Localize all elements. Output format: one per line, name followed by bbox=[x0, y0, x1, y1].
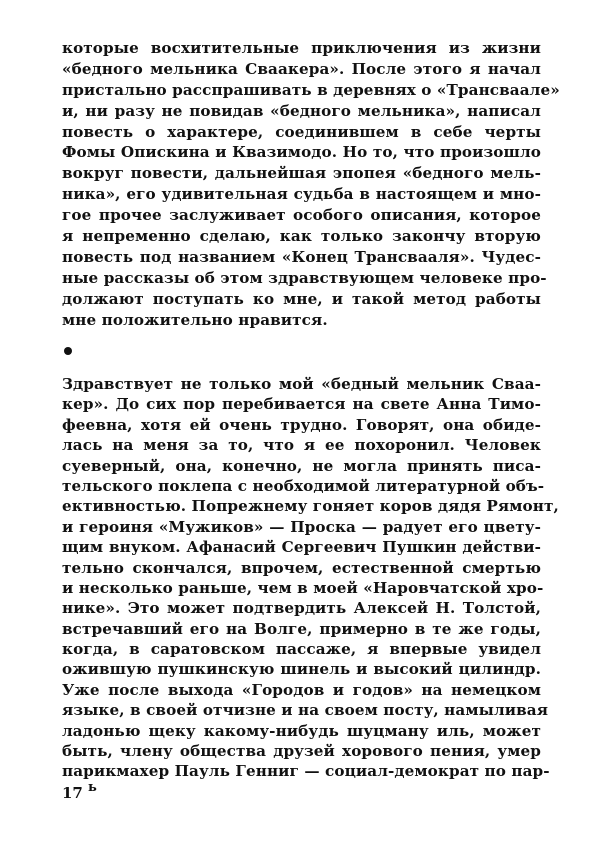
text-line: нике». Это может подтвердить Алексей Н. Толстой, bbox=[62, 599, 541, 618]
text-line: суеверный, она, конечно, не могла принять писа- bbox=[62, 456, 541, 475]
text-line: повесть под названием «Конец Трансвааля». Чудес- bbox=[62, 247, 541, 266]
bullet-separator-icon bbox=[64, 347, 72, 355]
text-line: Уже после выхода «Городов и годов» на немецком bbox=[62, 680, 541, 699]
text-line: повесть о характере, соединившем в себе черты bbox=[62, 122, 541, 141]
text-line: вокруг повести, дальнейшая эпопея «бедного мель- bbox=[62, 164, 541, 183]
text-line: и героиня «Мужиков» — Проска — радует его цвету- bbox=[62, 517, 541, 536]
text-line: пристально расспрашивать в деревнях о «Трансваале» bbox=[62, 80, 560, 99]
text-line: парикмахер Пауль Генниг — социал-демократ по пар- bbox=[62, 762, 550, 781]
text-line: тельно скончался, впрочем, естественной смертью bbox=[62, 558, 541, 577]
text-line: я непременно сделаю, как только закончу вторую bbox=[62, 227, 541, 246]
text-line: ника», его удивительная судьба в настоящем и мно- bbox=[62, 185, 541, 204]
text-line: «бедного мельника Сваакера». После этого я начал bbox=[62, 59, 541, 78]
text-line: лась на меня за то, что я ее похоронил. Человек bbox=[62, 436, 541, 455]
text-line: и, ни разу не повидав «бедного мельника», написал bbox=[62, 101, 541, 120]
text-line: мне положительно нравится. bbox=[62, 310, 328, 329]
page-number: 17 bbox=[62, 784, 83, 802]
text-line: тельского поклепа с необходимой литературной объ- bbox=[62, 476, 545, 495]
paragraph-2 bbox=[62, 374, 559, 782]
text-line: ожившую пушкинскую шинель и высокий цилиндр. bbox=[62, 660, 541, 679]
page-body bbox=[62, 38, 560, 781]
signature-mark: ь bbox=[88, 780, 97, 795]
text-line: ективностью. Попрежнему гоняет коров дядя Рямонт, bbox=[62, 497, 559, 516]
text-line: языке, в своей отчизне и на своем посту, намыливая bbox=[62, 701, 549, 720]
text-line: встречавший его на Волге, примерно в те же годы, bbox=[62, 619, 541, 638]
text-line: должают поступать ко мне, и такой метод работы bbox=[62, 289, 541, 308]
text-line: когда, в саратовском пассаже, я впервые увидел bbox=[62, 640, 541, 659]
text-line: быть, члену общества друзей хорового пения, умер bbox=[62, 742, 541, 761]
text-line: которые восхитительные приключения из жизни bbox=[62, 39, 541, 57]
text-line: щим внуком. Афанасий Сергеевич Пушкин действи- bbox=[62, 538, 541, 557]
text-line: ладонью щеку какому-нибудь шуцману иль, может bbox=[62, 721, 541, 740]
text-line: гое прочее заслуживает особого описания, которое bbox=[62, 206, 541, 225]
text-line: феевна, хотя ей очень трудно. Говорят, она обиде- bbox=[62, 415, 541, 434]
text-line: ные рассказы об этом здравствующем человеке про- bbox=[62, 268, 547, 287]
text-line: Здравствует не только мой «бедный мельник Сваа- bbox=[62, 375, 541, 393]
text-line: кер». До сих пор перебивается на свете Анна Тимо- bbox=[62, 395, 541, 414]
text-line: Фомы Опискина и Квазимодо. Но то, что произошло bbox=[62, 143, 541, 162]
paragraph-1 bbox=[62, 38, 560, 330]
text-line: и несколько раньше, чем в моей «Наровчатской хро- bbox=[62, 578, 544, 597]
